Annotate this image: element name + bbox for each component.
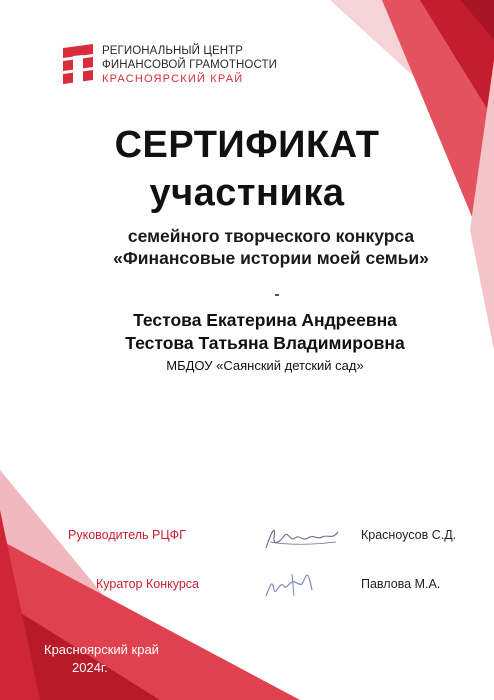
certificate-subtitle: участника xyxy=(149,172,345,214)
organization-name: МБДОУ «Саянский детский сад» xyxy=(166,358,364,373)
logo-text xyxy=(102,44,277,86)
certificate-title: СЕРТИФИКАТ xyxy=(114,124,380,166)
contest-line-2: «Финансовые истории моей семьи» xyxy=(113,248,429,268)
head-signature xyxy=(262,520,342,554)
head-label: Руководитель РЦФГ xyxy=(68,528,186,542)
logo-line-2: ФИНАНСОВОЙ ГРАМОТНОСТИ xyxy=(102,59,277,71)
curator-signature xyxy=(262,566,322,602)
participant-name-1: Тестова Екатерина Андреевна xyxy=(133,310,397,330)
footer xyxy=(44,641,159,677)
participant-name-2: Тестова Татьяна Владимировна xyxy=(125,333,405,353)
divider-mark xyxy=(275,294,279,296)
head-name: Красноусов С.Д. xyxy=(361,528,457,542)
curator-label: Куратор Конкурса xyxy=(96,577,199,591)
participants-block xyxy=(18,309,494,375)
logo-region: КРАСНОЯРСКИЙ КРАЙ xyxy=(102,73,244,85)
rcfg-logo-icon xyxy=(63,44,93,84)
contest-line-1: семейного творческого конкурса xyxy=(127,226,415,246)
logo-line-1: РЕГИОНАЛЬНЫЙ ЦЕНТР xyxy=(102,45,244,57)
footer-place: Красноярский край xyxy=(44,642,159,657)
curator-name: Павлова М.А. xyxy=(361,577,441,591)
footer-year: 2024г. xyxy=(72,660,108,675)
